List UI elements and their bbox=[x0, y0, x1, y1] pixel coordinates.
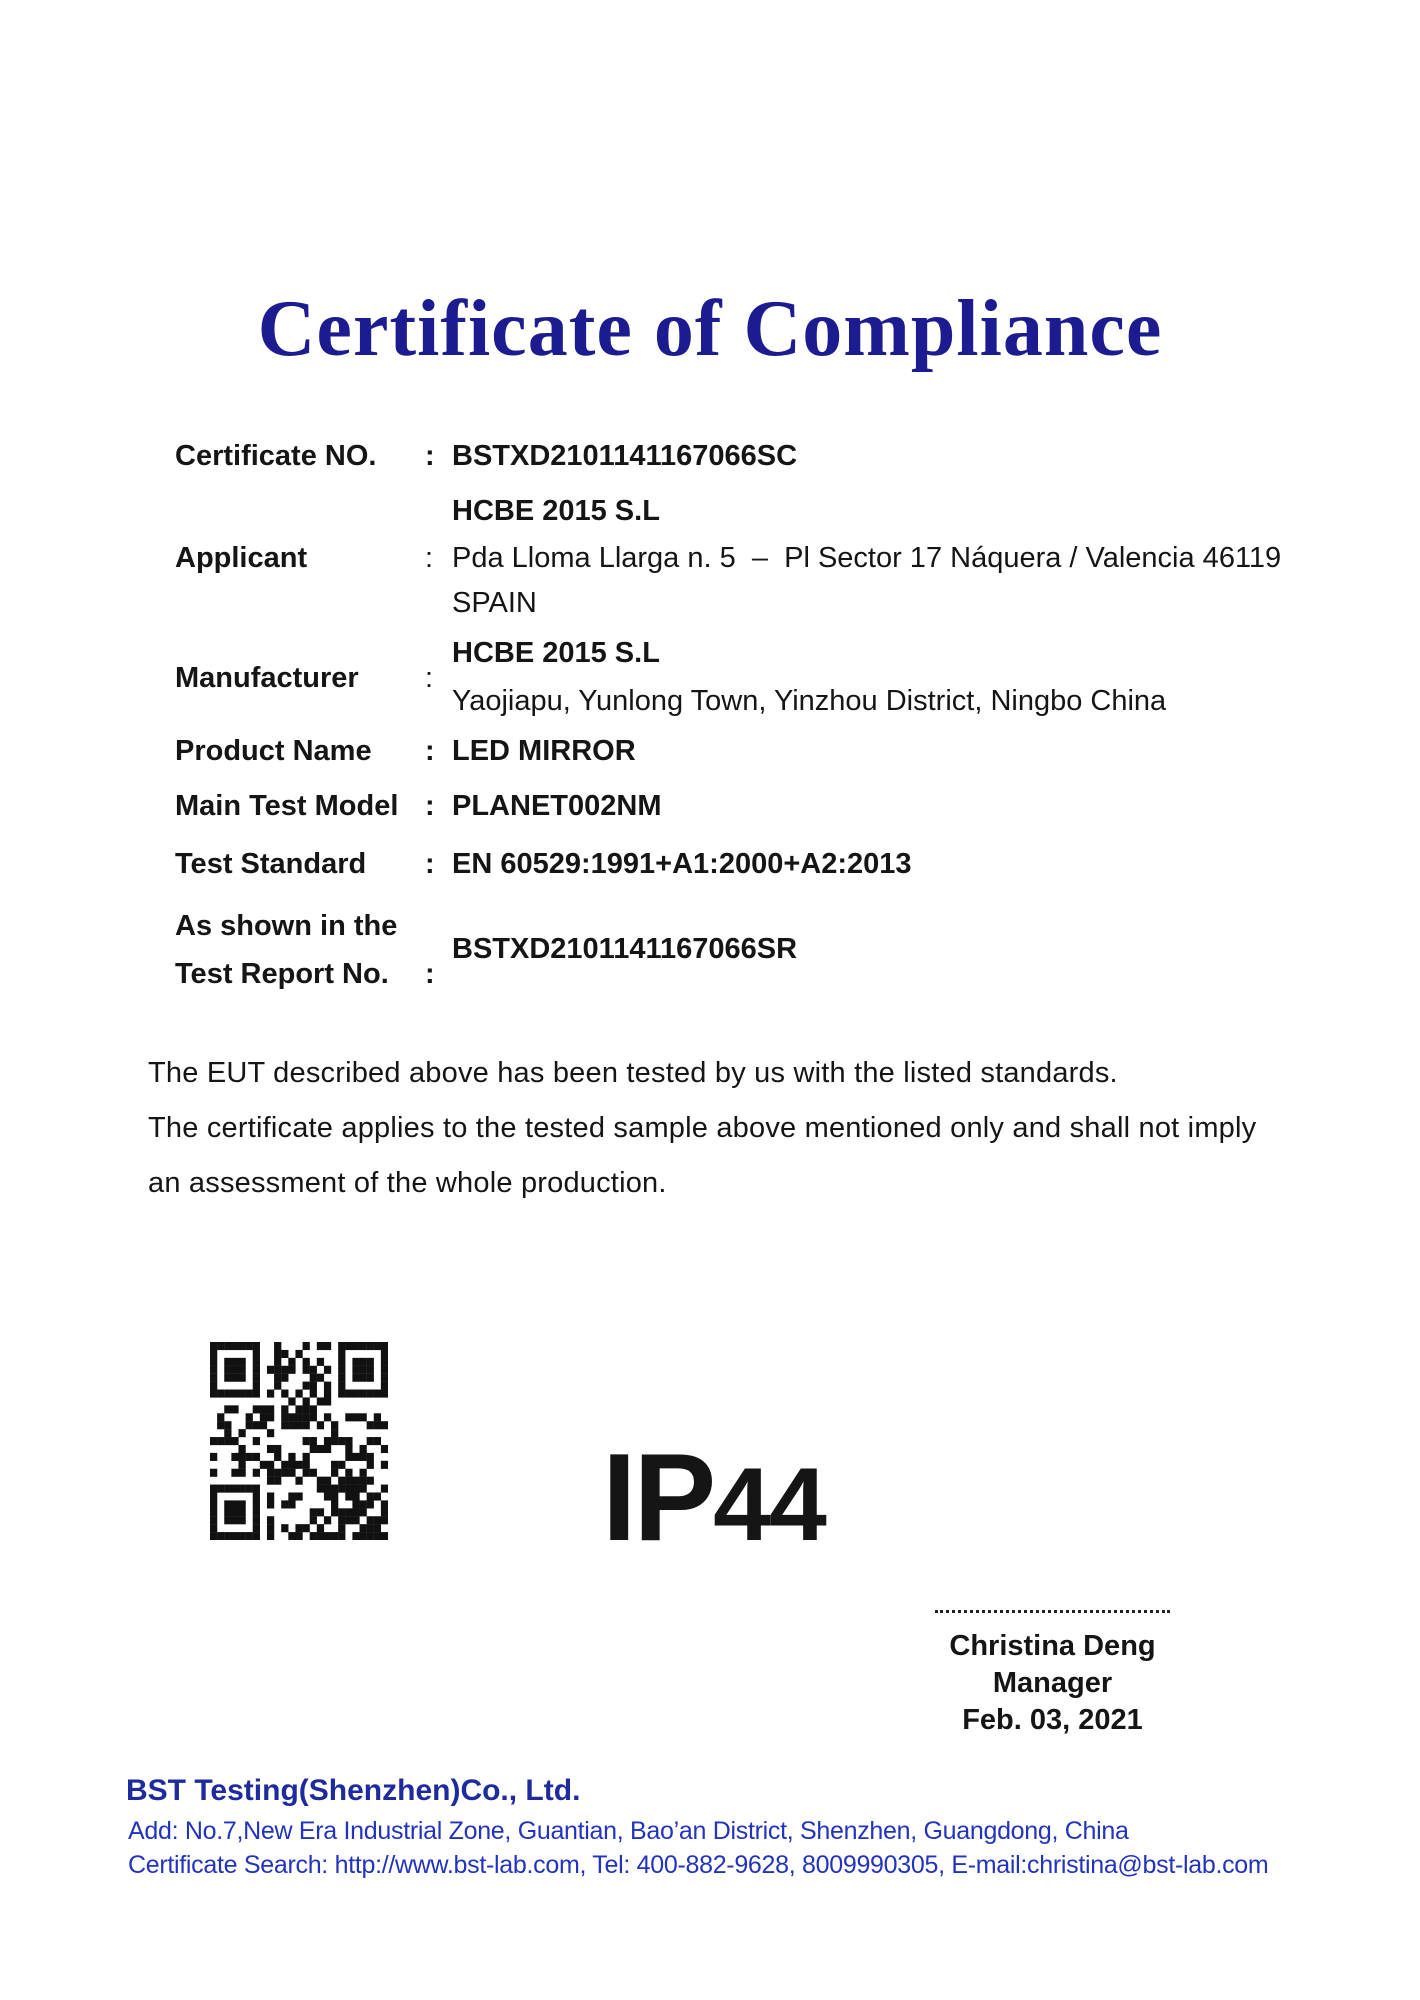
applicant-address: Pda Lloma Llarga n. 5 – Pl Sector 17 Náquera / Valencia 46119 bbox=[452, 542, 1282, 574]
footer-certificate-search: Certificate Search: http://www.bst-lab.com, Tel: 400-882-9628, 8009990305, E-mail:christina@bst-lab.com bbox=[128, 1851, 1269, 1879]
manufacturer-company: HCBE 2015 S.L bbox=[452, 637, 660, 669]
field-colon-manufacturer: : bbox=[425, 662, 434, 694]
field-label-test-report-line1: As shown in the bbox=[175, 910, 398, 942]
field-label-applicant: Applicant bbox=[175, 542, 308, 574]
applicant-country: SPAIN bbox=[452, 587, 537, 619]
field-colon-main-test-model: : bbox=[425, 790, 435, 822]
statement-line-1: The EUT described above has been tested by us with the listed standards. bbox=[148, 1057, 1118, 1089]
field-value-main-test-model: PLANET002NM bbox=[452, 790, 662, 822]
field-value-certificate-no: BSTXD2101141167066SC bbox=[452, 440, 798, 472]
statement-line-3: an assessment of the whole production. bbox=[148, 1167, 667, 1199]
field-value-test-report: BSTXD2101141167066SR bbox=[452, 933, 798, 965]
signature-date: Feb. 03, 2021 bbox=[962, 1704, 1143, 1736]
field-colon-product-name: : bbox=[425, 735, 435, 767]
certificate-title: Certificate of Compliance bbox=[257, 285, 1163, 373]
field-label-manufacturer: Manufacturer bbox=[175, 662, 359, 694]
ip-rating-prefix: IP bbox=[602, 1429, 714, 1567]
qr-code bbox=[210, 1342, 388, 1540]
footer-company-name: BST Testing(Shenzhen)Co., Ltd. bbox=[126, 1774, 581, 1807]
field-label-certificate-no: Certificate NO. bbox=[175, 440, 377, 472]
ip-rating bbox=[602, 1429, 825, 1567]
applicant-company: HCBE 2015 S.L bbox=[452, 495, 660, 527]
field-label-product-name: Product Name bbox=[175, 735, 372, 767]
statement-line-2: The certificate applies to the tested sample above mentioned only and shall not imply bbox=[148, 1112, 1257, 1144]
field-colon-test-standard: : bbox=[425, 848, 435, 880]
signature-role: Manager bbox=[992, 1667, 1113, 1699]
manufacturer-address: Yaojiapu, Yunlong Town, Yinzhou District, Ningbo China bbox=[452, 685, 1167, 717]
field-label-test-report-line2: Test Report No. bbox=[175, 958, 389, 990]
field-label-test-standard: Test Standard bbox=[175, 848, 367, 880]
field-colon-certificate-no: : bbox=[425, 440, 435, 472]
signature-name: Christina Deng bbox=[949, 1630, 1156, 1662]
footer-address: Add: No.7,New Era Industrial Zone, Guantian, Bao’an District, Shenzhen, Guangdong, China bbox=[128, 1817, 1129, 1845]
field-colon-applicant: : bbox=[425, 542, 434, 574]
ip-rating-digits: 44 bbox=[713, 1447, 825, 1563]
signature-block bbox=[925, 1600, 1180, 1739]
field-value-test-standard: EN 60529:1991+A1:2000+A2:2013 bbox=[452, 848, 912, 880]
field-value-product-name: LED MIRROR bbox=[452, 735, 636, 767]
signature-dotted-line bbox=[935, 1600, 1170, 1613]
field-label-main-test-model: Main Test Model bbox=[175, 790, 399, 822]
field-colon-test-report: : bbox=[425, 958, 435, 990]
